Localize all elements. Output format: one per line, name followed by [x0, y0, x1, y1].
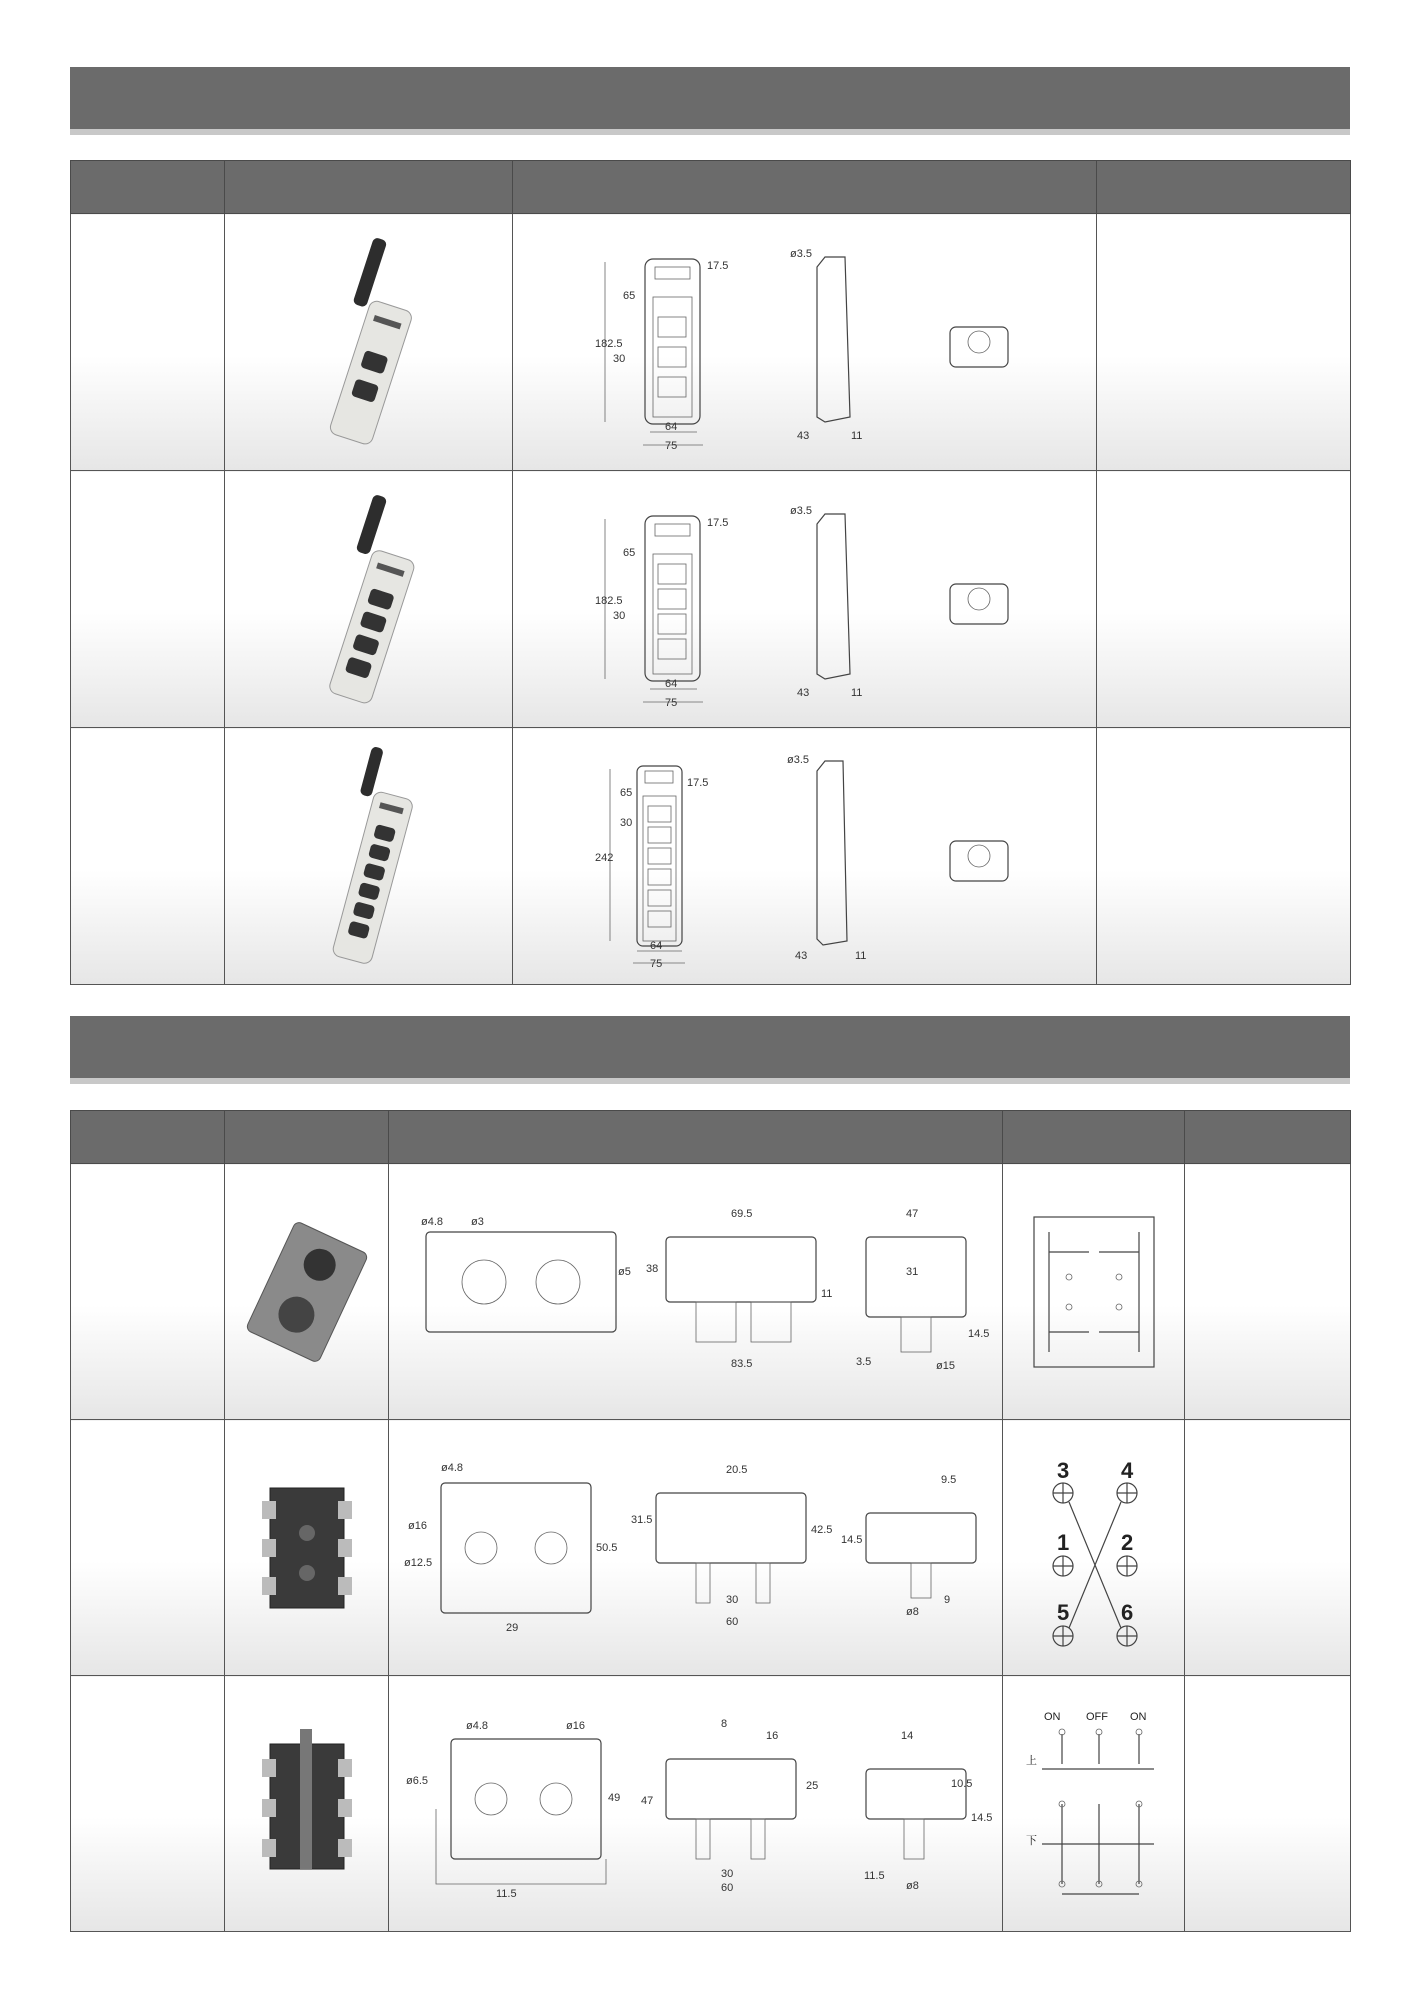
svg-text:11: 11 — [820, 1287, 832, 1300]
svg-text:11.5: 11.5 — [863, 1869, 885, 1882]
dimension-drawing — [513, 471, 1097, 728]
svg-text:29: 29 — [505, 1621, 518, 1634]
notes-cell — [1185, 1676, 1351, 1932]
table-row — [71, 1164, 1351, 1420]
svg-text:ø4.8: ø4.8 — [465, 1719, 488, 1732]
svg-text:8: 8 — [720, 1717, 727, 1730]
table-header-row — [71, 1111, 1351, 1164]
svg-text:65: 65 — [622, 290, 635, 302]
svg-text:ON: ON — [1043, 1710, 1060, 1723]
svg-text:83.5: 83.5 — [730, 1357, 752, 1370]
svg-text:65: 65 — [622, 547, 635, 559]
svg-text:47: 47 — [905, 1207, 918, 1220]
svg-text:50.5: 50.5 — [595, 1541, 617, 1554]
table-row — [71, 1676, 1351, 1932]
svg-text:30: 30 — [725, 1593, 738, 1606]
svg-text:49: 49 — [607, 1791, 620, 1804]
svg-text:ø3: ø3 — [470, 1215, 484, 1228]
svg-text:65: 65 — [619, 787, 632, 799]
svg-text:69.5: 69.5 — [730, 1207, 752, 1220]
svg-text:64: 64 — [664, 421, 677, 433]
notes-cell — [1097, 214, 1351, 471]
svg-text:182.5: 182.5 — [594, 338, 623, 350]
svg-text:17.5: 17.5 — [686, 777, 708, 789]
svg-text:1: 1 — [1056, 1529, 1069, 1555]
svg-text:下: 下 — [1025, 1834, 1037, 1847]
pendant-table — [70, 160, 1351, 985]
svg-text:75: 75 — [664, 440, 677, 452]
product-photo — [225, 1164, 389, 1420]
model-cell — [71, 214, 225, 471]
wiring-diagram — [1003, 1676, 1185, 1932]
svg-text:60: 60 — [720, 1881, 733, 1894]
svg-text:ø5: ø5 — [617, 1265, 631, 1278]
header-cell-dimensions — [513, 161, 1097, 214]
svg-text:64: 64 — [664, 678, 677, 690]
table-row — [71, 471, 1351, 728]
svg-text:17.5: 17.5 — [706, 517, 728, 529]
notes-cell — [1185, 1164, 1351, 1420]
svg-text:9.5: 9.5 — [940, 1473, 956, 1486]
svg-text:ø8: ø8 — [905, 1605, 919, 1618]
dimension-drawing — [513, 214, 1097, 471]
header-cell-notes — [1097, 161, 1351, 214]
dimension-drawing — [513, 728, 1097, 985]
notes-cell — [1097, 471, 1351, 728]
svg-text:2: 2 — [1120, 1529, 1133, 1555]
header-cell-notes — [1185, 1111, 1351, 1164]
svg-text:ø15: ø15 — [935, 1359, 955, 1372]
svg-text:ø12.5: ø12.5 — [403, 1556, 432, 1569]
header-cell-wiring — [1003, 1111, 1185, 1164]
svg-text:11: 11 — [850, 430, 862, 442]
svg-text:ø3.5: ø3.5 — [786, 754, 809, 766]
svg-text:31: 31 — [905, 1265, 918, 1278]
svg-text:ø3.5: ø3.5 — [789, 505, 812, 517]
svg-text:14.5: 14.5 — [970, 1811, 992, 1824]
svg-text:9: 9 — [943, 1593, 950, 1606]
svg-text:10.5: 10.5 — [950, 1777, 972, 1790]
svg-text:上: 上 — [1025, 1754, 1037, 1767]
svg-text:11.5: 11.5 — [495, 1887, 517, 1900]
svg-text:3: 3 — [1056, 1457, 1069, 1483]
svg-text:5: 5 — [1056, 1599, 1069, 1625]
svg-text:31.5: 31.5 — [630, 1513, 652, 1526]
svg-text:4: 4 — [1120, 1457, 1133, 1483]
notes-cell — [1097, 728, 1351, 985]
product-photo — [225, 728, 513, 985]
svg-text:47: 47 — [640, 1794, 653, 1807]
svg-text:ø4.8: ø4.8 — [440, 1461, 463, 1474]
svg-text:20.5: 20.5 — [725, 1463, 747, 1476]
svg-text:64: 64 — [649, 940, 662, 952]
header-cell-photo — [225, 161, 513, 214]
model-cell — [71, 1420, 225, 1676]
svg-text:ø3.5: ø3.5 — [789, 248, 812, 260]
svg-text:25: 25 — [805, 1779, 818, 1792]
svg-text:3.5: 3.5 — [855, 1355, 871, 1368]
model-cell — [71, 728, 225, 985]
model-cell — [71, 1164, 225, 1420]
svg-text:30: 30 — [619, 817, 632, 829]
table-header-row — [71, 161, 1351, 214]
svg-text:75: 75 — [649, 958, 662, 970]
svg-text:OFF: OFF — [1085, 1710, 1108, 1723]
switch-table — [70, 1110, 1351, 1932]
wiring-diagram — [1003, 1420, 1185, 1676]
svg-text:ø8: ø8 — [905, 1879, 919, 1892]
table-row — [71, 1420, 1351, 1676]
svg-text:242: 242 — [594, 852, 613, 864]
wiring-diagram — [1003, 1164, 1185, 1420]
header-cell-dimensions — [389, 1111, 1003, 1164]
svg-text:11: 11 — [850, 687, 862, 699]
svg-text:60: 60 — [725, 1615, 738, 1628]
table-row — [71, 214, 1351, 471]
dimension-drawing — [389, 1676, 1003, 1932]
dimension-drawing — [389, 1420, 1003, 1676]
svg-text:43: 43 — [796, 687, 809, 699]
svg-text:182.5: 182.5 — [594, 595, 623, 607]
svg-text:14: 14 — [900, 1729, 913, 1742]
table-row — [71, 728, 1351, 985]
svg-text:30: 30 — [612, 610, 625, 622]
svg-text:43: 43 — [796, 430, 809, 442]
svg-text:30: 30 — [720, 1867, 733, 1880]
svg-text:ø6.5: ø6.5 — [405, 1774, 428, 1787]
svg-text:17.5: 17.5 — [706, 260, 728, 272]
header-cell-model — [71, 1111, 225, 1164]
product-photo — [225, 471, 513, 728]
notes-cell — [1185, 1420, 1351, 1676]
product-photo — [225, 1420, 389, 1676]
svg-text:ø16: ø16 — [565, 1719, 585, 1732]
product-photo — [225, 214, 513, 471]
svg-text:42.5: 42.5 — [810, 1523, 832, 1536]
svg-text:ø16: ø16 — [407, 1519, 427, 1532]
svg-text:ø4.8: ø4.8 — [420, 1215, 443, 1228]
svg-text:14.5: 14.5 — [840, 1533, 862, 1546]
svg-text:14.5: 14.5 — [967, 1327, 989, 1340]
svg-text:75: 75 — [664, 697, 677, 709]
svg-text:43: 43 — [794, 950, 807, 962]
model-cell — [71, 471, 225, 728]
dimension-drawing — [389, 1164, 1003, 1420]
header-cell-model — [71, 161, 225, 214]
svg-text:38: 38 — [645, 1262, 658, 1275]
svg-text:ON: ON — [1129, 1710, 1146, 1723]
header-cell-photo — [225, 1111, 389, 1164]
svg-text:6: 6 — [1120, 1599, 1133, 1625]
section-banner-pendant — [70, 67, 1350, 129]
svg-text:11: 11 — [854, 950, 866, 962]
svg-text:16: 16 — [765, 1729, 778, 1742]
section-banner-switch — [70, 1016, 1350, 1078]
product-photo — [225, 1676, 389, 1932]
model-cell — [71, 1676, 225, 1932]
svg-text:30: 30 — [612, 353, 625, 365]
